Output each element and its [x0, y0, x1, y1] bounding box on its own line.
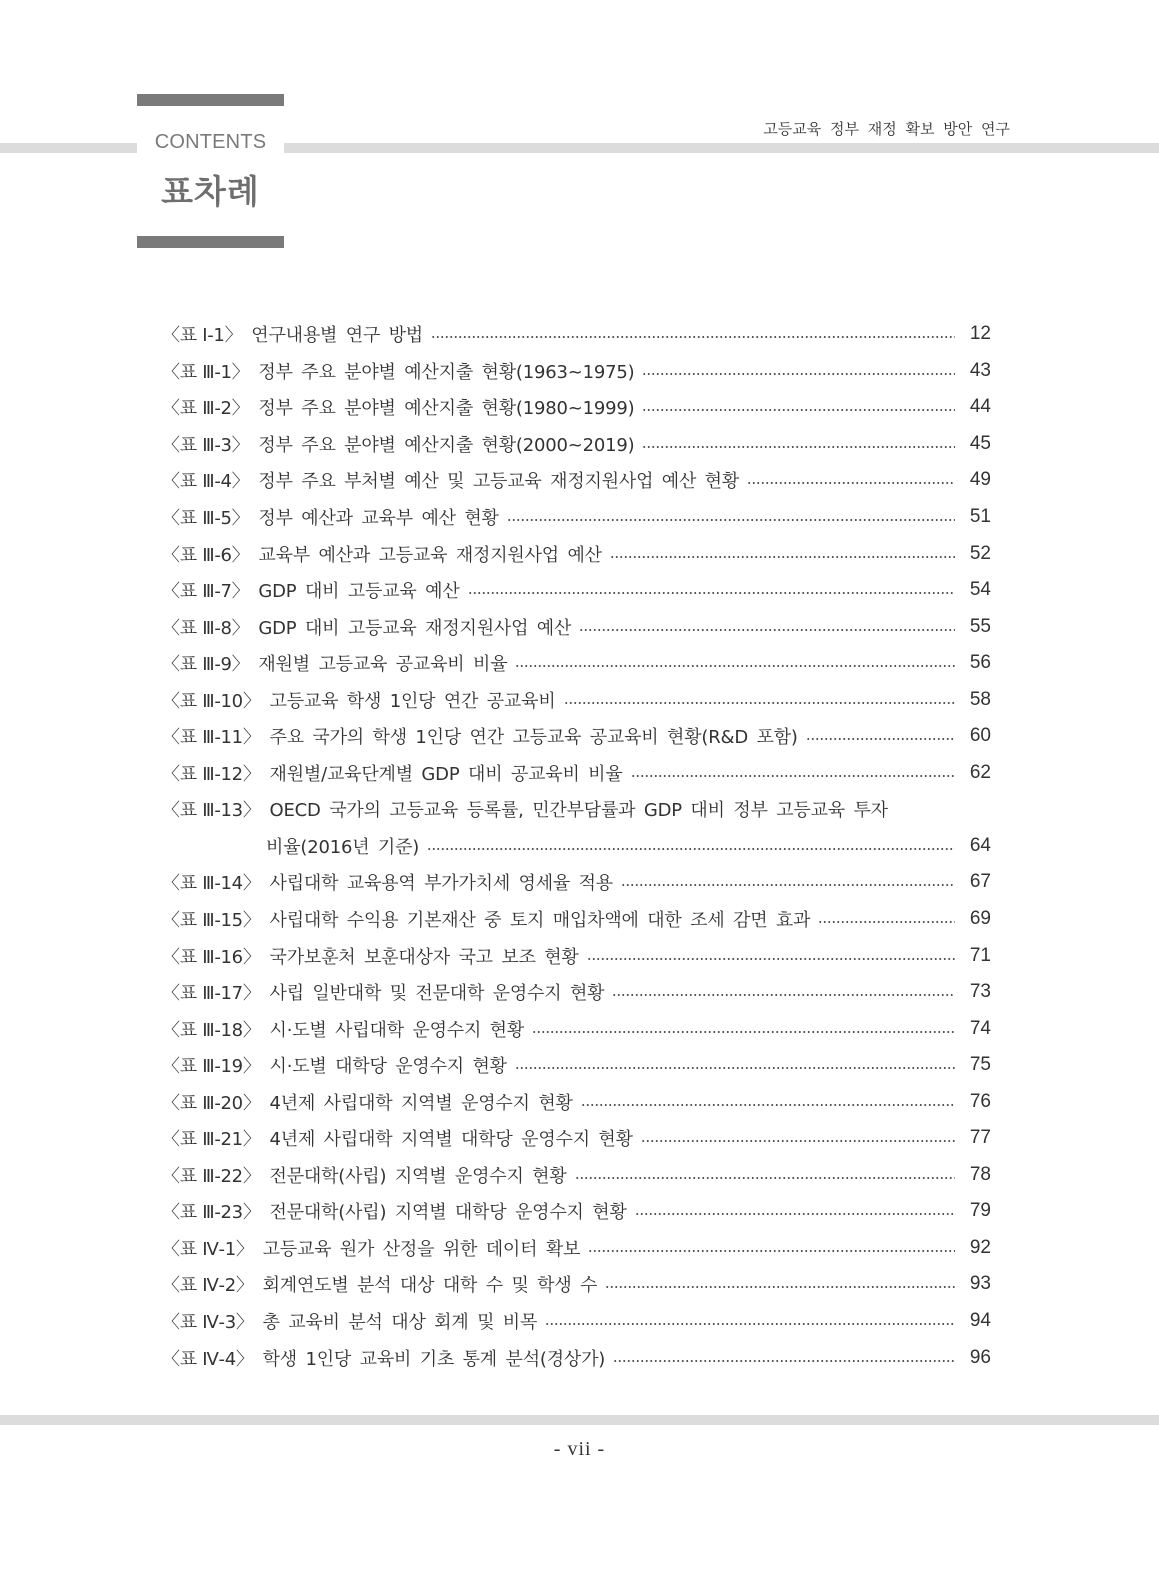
toc-entry-number: 〈표 Ⅲ-16〉: [162, 946, 261, 968]
toc-entry-title: 정부 예산과 교육부 예산 현황: [258, 508, 499, 529]
toc-entry-number: 〈표 Ⅲ-19〉: [162, 1056, 261, 1078]
toc-entry-title: 회계연도별 분석 대상 대학 수 및 학생 수: [262, 1275, 598, 1297]
toc-entry-title: OECD 국가의 고등교육 등록률, 민간부담률과 GDP 대비 정부 고등교육 투자: [269, 800, 888, 822]
toc-entry-title: 교육부 예산과 고등교육 재정지원사업 예산: [258, 544, 602, 566]
toc-entry-title: 고등교육 학생 1인당 연간 공교육비: [269, 690, 556, 712]
toc-entry-page: 58: [969, 688, 991, 710]
toc-entry-number: 〈표 Ⅲ-9〉: [162, 654, 250, 676]
toc-entry[interactable]: [162, 535, 991, 572]
dot-leader: [612, 994, 955, 996]
toc-entry-number: 〈표 Ⅲ-15〉: [162, 910, 261, 932]
toc-entry[interactable]: [162, 1193, 991, 1230]
dot-leader: [515, 1067, 955, 1069]
toc-entry-number: 〈표 Ⅲ-14〉: [162, 873, 261, 895]
toc-entry-number: 〈표 Ⅲ-12〉: [162, 763, 261, 785]
toc-entry-number: 〈표 Ⅲ-17〉: [162, 983, 261, 1005]
toc-entry-page: 44: [969, 396, 991, 418]
dot-leader: [642, 409, 955, 411]
toc-entry-title: 재원별 고등교육 공교육비 비율: [258, 654, 508, 676]
toc-entry[interactable]: [162, 1047, 991, 1084]
toc-entry-title: 4년제 사립대학 지역별 대학당 운영수지 현황: [269, 1129, 633, 1151]
toc-entry-page: 79: [969, 1200, 991, 1222]
toc-entry[interactable]: [162, 608, 991, 645]
header-bar-top: [137, 94, 284, 106]
dot-leader: [545, 1323, 955, 1325]
toc-entry[interactable]: [162, 316, 991, 353]
dot-leader: [642, 373, 955, 375]
toc-entry-title: 전문대학(사립) 지역별 대학당 운영수지 현황: [269, 1202, 627, 1224]
toc-entry-continuation[interactable]: [162, 828, 991, 865]
dot-leader: [631, 775, 955, 777]
toc-entry-page: 92: [969, 1236, 991, 1258]
dot-leader: [468, 592, 955, 594]
toc-entry-title: 고등교육 원가 산정을 위한 데이터 확보: [262, 1238, 581, 1260]
toc-entry-page: 96: [969, 1346, 991, 1368]
toc-entry-page: 76: [969, 1090, 991, 1112]
toc-entry[interactable]: [162, 1083, 991, 1120]
dot-leader: [427, 848, 955, 850]
toc-entry-page: 51: [969, 506, 991, 527]
toc-entry-page: 69: [969, 908, 991, 930]
toc-entry-page: 45: [969, 432, 991, 454]
toc-entry-page: 56: [969, 652, 991, 674]
toc-entry[interactable]: [162, 353, 991, 390]
header-rule-right: [284, 143, 1159, 153]
toc-entry[interactable]: [162, 718, 991, 755]
contents-label: CONTENTS: [154, 131, 267, 153]
toc-entry-page: 74: [969, 1017, 991, 1039]
toc-entry-page: 64: [969, 834, 991, 856]
toc-entry-page: 49: [969, 469, 991, 491]
toc-entry-page: 52: [969, 542, 991, 564]
toc-entry-number: 〈표 Ⅲ-10〉: [162, 690, 261, 712]
toc-entry-number: 〈표 Ⅳ-4〉: [162, 1348, 254, 1370]
toc-entry-page: 62: [969, 761, 991, 783]
toc-entry-title: 사립대학 교육용역 부가가치세 영세율 적용: [269, 873, 614, 895]
toc-entry-page: 43: [969, 359, 991, 381]
toc-entry[interactable]: [162, 426, 991, 463]
running-header: 고등교육 정부 재정 확보 방안 연구: [763, 120, 1010, 138]
toc-entry-page: 78: [969, 1163, 991, 1185]
dot-leader: [747, 482, 955, 484]
toc-entry[interactable]: [162, 572, 991, 609]
toc-entry-title: 재원별/교육단계별 GDP 대비 공교육비 비율: [269, 763, 623, 785]
toc-entry-number: 〈표 Ⅲ-8〉: [162, 617, 250, 639]
toc-entry[interactable]: [162, 1157, 991, 1194]
dot-leader: [605, 1286, 955, 1288]
toc-entry-number: 〈표 Ⅲ-3〉: [162, 434, 250, 456]
footer-rule: [0, 1415, 1159, 1425]
toc-entry[interactable]: [162, 681, 991, 718]
toc-entry-page: 12: [969, 323, 991, 345]
dot-leader: [507, 519, 955, 521]
dot-leader: [564, 702, 955, 704]
header-rule-left: [0, 143, 137, 153]
toc-entry[interactable]: [162, 645, 991, 682]
toc-entry-title: 정부 주요 부처별 예산 및 고등교육 재정지원사업 예산 현황: [258, 471, 740, 493]
toc-entry-number: 〈표 Ⅲ-23〉: [162, 1202, 261, 1224]
toc-entry-page: 93: [969, 1273, 991, 1295]
toc-entry-page: 67: [969, 871, 991, 893]
toc-entry-number: 〈표 Ⅲ-21〉: [162, 1129, 261, 1151]
toc-entry[interactable]: [162, 1266, 991, 1303]
dot-leader: [581, 1104, 955, 1106]
dot-leader: [635, 1213, 955, 1215]
toc-entry[interactable]: [162, 791, 991, 828]
dot-leader: [818, 921, 955, 923]
toc-entry-title: 시·도별 대학당 운영수지 현황: [269, 1056, 507, 1078]
dot-leader: [579, 629, 955, 631]
toc-entry-number: 〈표 Ⅲ-7〉: [162, 581, 250, 603]
toc-entry[interactable]: [162, 499, 991, 536]
toc-entry-title: 정부 주요 분야별 예산지출 현황(1980~1999): [258, 398, 635, 420]
toc-entry-number: 〈표 Ⅲ-6〉: [162, 544, 250, 566]
toc-entry-number: 〈표 Ⅰ-1〉: [162, 325, 243, 347]
toc-entry[interactable]: [162, 974, 991, 1011]
dot-leader: [806, 738, 955, 740]
toc-entry-title: GDP 대비 고등교육 재정지원사업 예산: [258, 617, 572, 639]
toc-entry-number: 〈표 Ⅳ-3〉: [162, 1312, 254, 1334]
toc-entry[interactable]: [162, 864, 991, 901]
toc-entry-number: 〈표 Ⅳ-1〉: [162, 1238, 254, 1260]
dot-leader: [642, 446, 955, 448]
table-of-tables: [162, 316, 991, 1376]
toc-entry-title: 국가보훈처 보훈대상자 국고 보조 현황: [269, 946, 579, 968]
toc-entry-page: 60: [969, 725, 991, 747]
dot-leader: [641, 1140, 955, 1142]
dot-leader: [613, 1360, 955, 1362]
toc-entry-page: 54: [969, 579, 991, 601]
toc-entry-title: 총 교육비 분석 대상 회계 및 비목: [262, 1312, 538, 1334]
toc-entry-title: 정부 주요 분야별 예산지출 현황(1963~1975): [258, 361, 635, 383]
dot-leader: [575, 1177, 955, 1179]
dot-leader: [621, 884, 955, 886]
dot-leader: [515, 665, 955, 667]
toc-entry-number: 〈표 Ⅲ-22〉: [162, 1165, 261, 1187]
toc-entry-title: 4년제 사립대학 지역별 운영수지 현황: [269, 1092, 573, 1114]
toc-entry-title: 전문대학(사립) 지역별 운영수지 현황: [269, 1165, 567, 1187]
toc-entry-page: 77: [969, 1127, 991, 1149]
dot-leader: [587, 958, 955, 960]
toc-entry-number: 〈표 Ⅲ-13〉: [162, 800, 261, 822]
toc-entry[interactable]: [162, 1303, 991, 1340]
toc-entry-title: 사립대학 수익용 기본재산 중 토지 매입차액에 대한 조세 감면 효과: [269, 910, 811, 932]
toc-entry-number: 〈표 Ⅲ-11〉: [162, 727, 261, 749]
toc-entry-title: 사립 일반대학 및 전문대학 운영수지 현황: [269, 983, 605, 1005]
toc-entry-number: 〈표 Ⅲ-2〉: [162, 398, 250, 420]
toc-entry[interactable]: [162, 462, 991, 499]
toc-entry[interactable]: [162, 901, 991, 938]
toc-entry[interactable]: [162, 1339, 991, 1376]
toc-entry-number: 〈표 Ⅲ-18〉: [162, 1019, 261, 1041]
toc-entry-title: 정부 주요 분야별 예산지출 현황(2000~2019): [258, 434, 635, 456]
toc-entry[interactable]: [162, 389, 991, 426]
dot-leader: [431, 336, 955, 338]
toc-entry-title: 연구내용별 연구 방법: [251, 325, 424, 347]
toc-entry[interactable]: [162, 1230, 991, 1267]
toc-entry-title: 시·도별 사립대학 운영수지 현황: [269, 1019, 525, 1041]
toc-entry[interactable]: [162, 937, 991, 974]
toc-entry-title: 학생 1인당 교육비 기초 통계 분석(경상가): [262, 1348, 606, 1370]
toc-entry-number: 〈표 Ⅲ-1〉: [162, 361, 250, 383]
toc-entry-number: 〈표 Ⅲ-20〉: [162, 1092, 261, 1114]
toc-entry-number: 〈표 Ⅲ-5〉: [162, 508, 250, 529]
dot-leader: [610, 556, 955, 558]
toc-entry[interactable]: [162, 1010, 991, 1047]
toc-entry-page: 94: [969, 1310, 991, 1332]
toc-entry[interactable]: [162, 1120, 991, 1157]
toc-entry-title: GDP 대비 고등교육 예산: [258, 581, 460, 603]
toc-entry-page: 75: [969, 1054, 991, 1076]
toc-entry-page: 71: [969, 944, 991, 966]
toc-entry[interactable]: [162, 755, 991, 792]
toc-entry-page: 55: [969, 615, 991, 637]
toc-entry-page: 73: [969, 981, 991, 1003]
toc-entry-title: 주요 국가의 학생 1인당 연간 고등교육 공교육비 현황(R&D 포함): [269, 727, 798, 749]
page-number: - vii -: [553, 1438, 606, 1460]
page-title: 표차례: [161, 172, 260, 211]
toc-entry-title-continued: 비율(2016년 기준): [266, 836, 420, 858]
dot-leader: [532, 1031, 955, 1033]
toc-entry-number: 〈표 Ⅳ-2〉: [162, 1275, 254, 1297]
header-bar-bottom: [137, 236, 284, 248]
toc-entry-number: 〈표 Ⅲ-4〉: [162, 471, 250, 493]
dot-leader: [588, 1250, 955, 1252]
